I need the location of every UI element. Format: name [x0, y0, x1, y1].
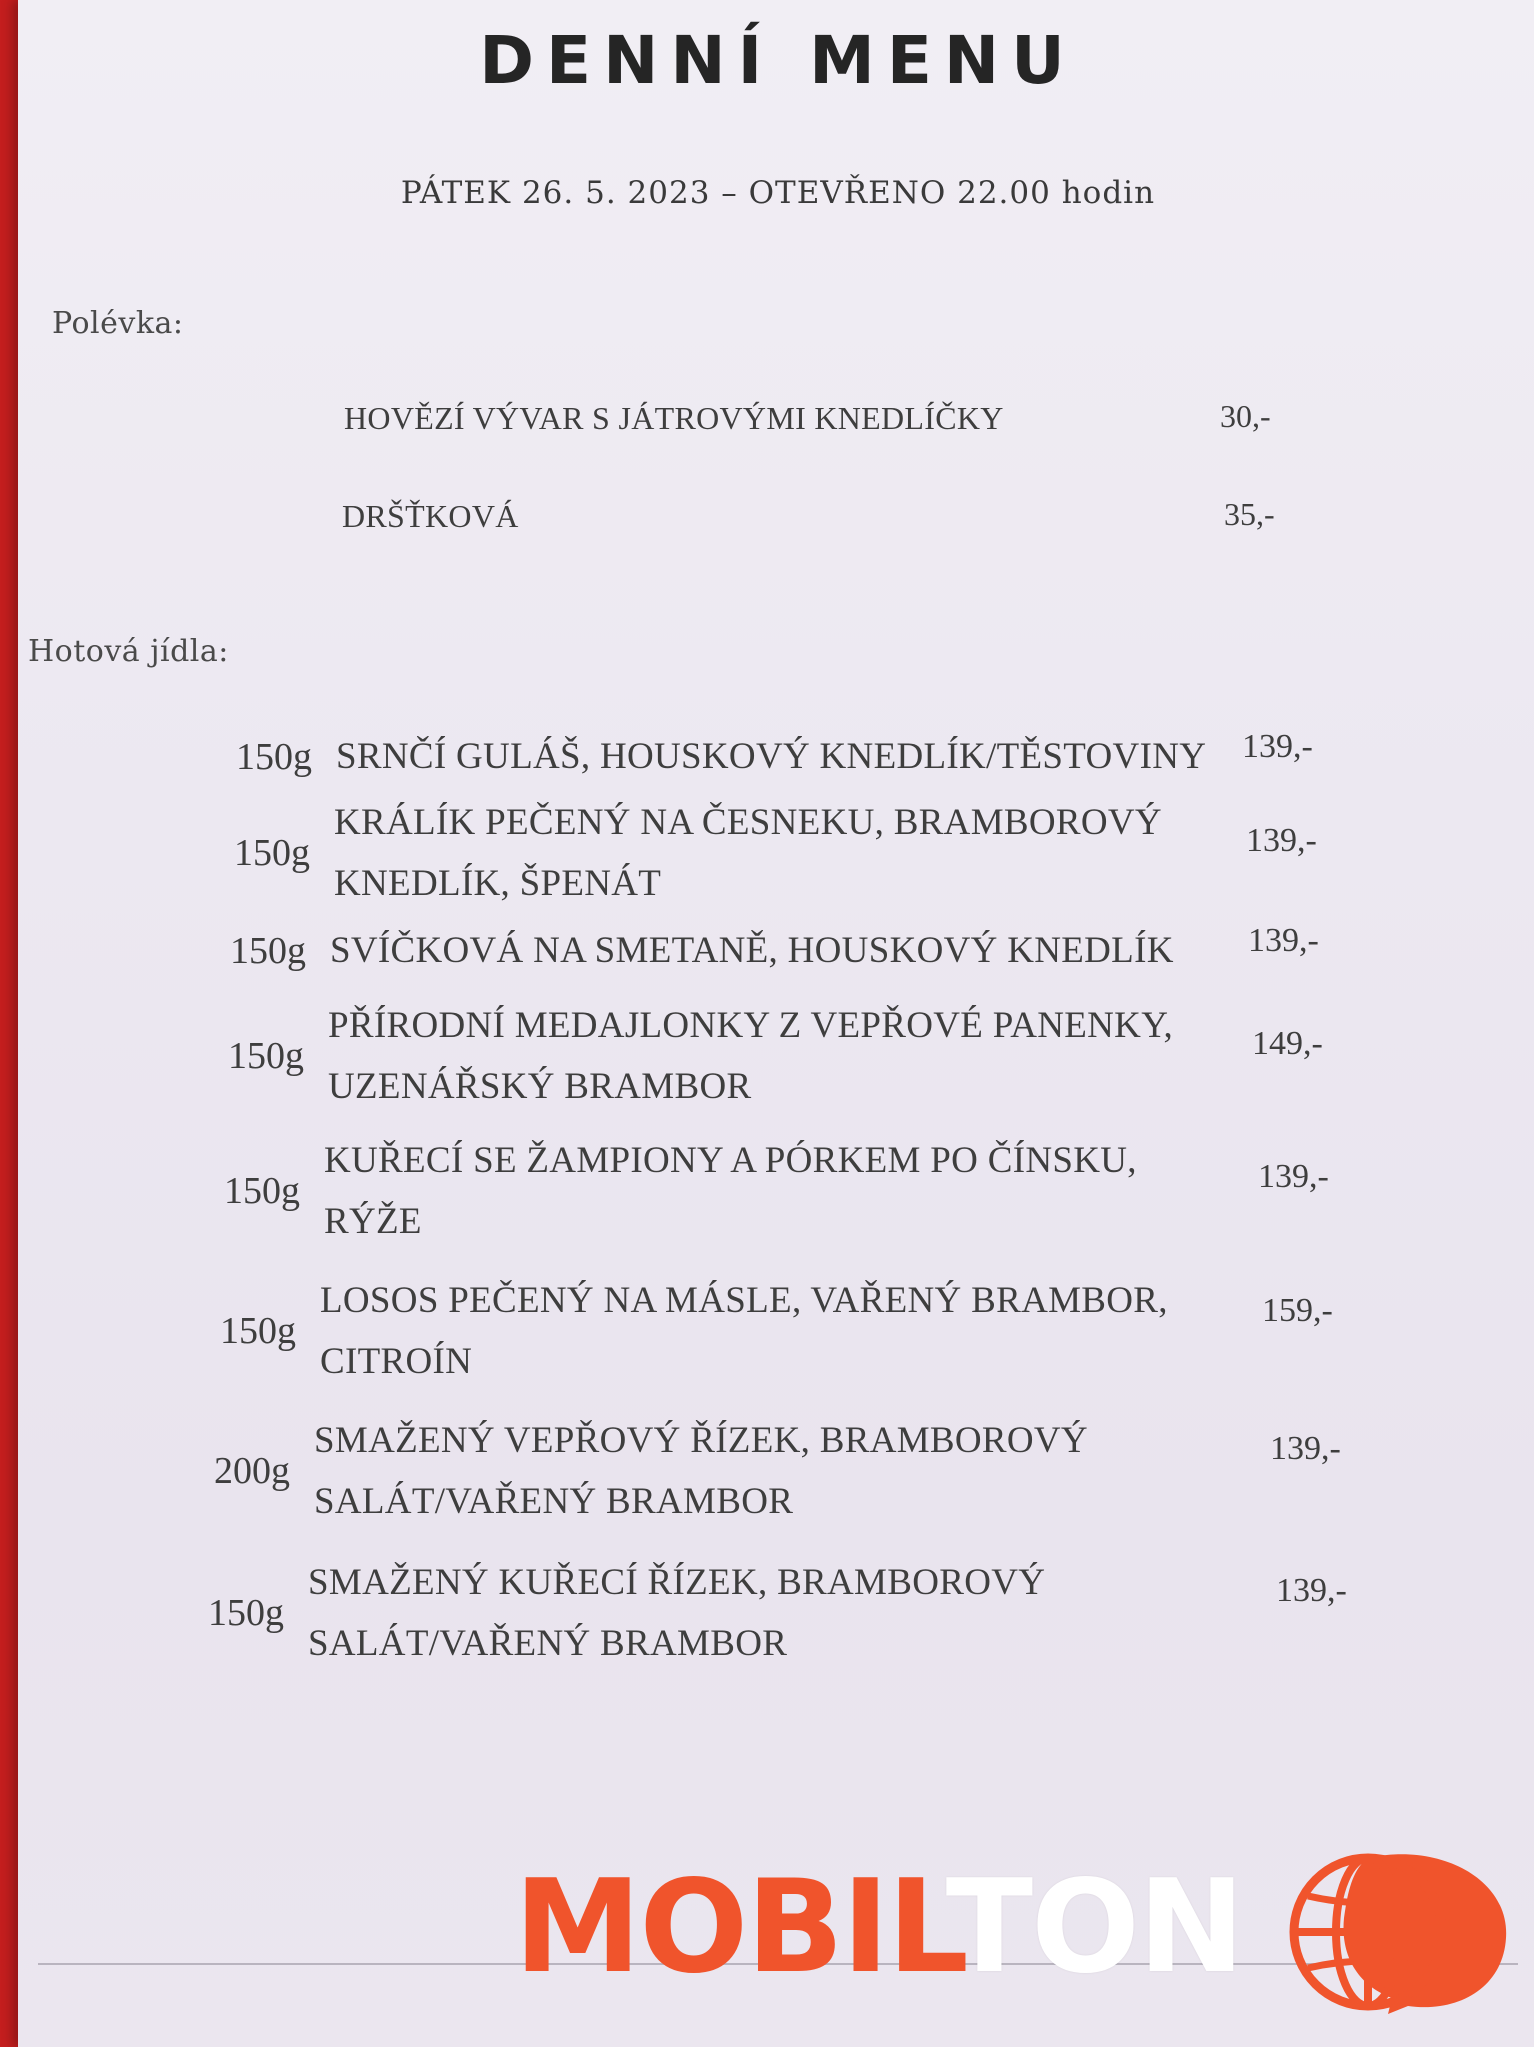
dish-price: 139,-	[1248, 922, 1319, 959]
dish-name: KRÁLÍK PEČENÝ NA ČESNEKU, BRAMBOROVÝ KNEDLÍK, ŠPENÁT	[334, 802, 1162, 904]
dish-weight: 150g	[236, 735, 312, 778]
dish-price: 139,-	[1246, 822, 1317, 859]
dish-name: KUŘECÍ SE ŽAMPIONY A PÓRKEM PO ČÍNSKU, RÝŽE	[324, 1140, 1137, 1242]
dish-weight: 150g	[220, 1310, 296, 1352]
dish-name: SMAŽENÝ VEPŘOVÝ ŘÍZEK, BRAMBOROVÝ SALÁT/VAŘENÝ BRAMBOR	[314, 1420, 1088, 1522]
main-dish-item	[224, 1130, 1329, 1252]
main-dish-item	[234, 792, 1317, 914]
main-dish-item	[230, 920, 1319, 981]
soup-price: 30,-	[1220, 398, 1271, 434]
dish-name: SMAŽENÝ KUŘECÍ ŘÍZEK, BRAMBOROVÝ SALÁT/VAŘENÝ BRAMBOR	[308, 1562, 1046, 1664]
mobilton-logo	[514, 1848, 1243, 2008]
main-dish-item	[228, 995, 1323, 1117]
dish-price: 159,-	[1262, 1292, 1333, 1329]
dish-name: SVÍČKOVÁ NA SMETANĚ, HOUSKOVÝ KNEDLÍK	[330, 930, 1174, 971]
soup-price: 35,-	[1224, 496, 1275, 532]
dish-name: SRNČÍ GULÁŠ, HOUSKOVÝ KNEDLÍK/TĚSTOVINY	[336, 736, 1207, 777]
soup-item	[342, 496, 1275, 536]
main-dish-item	[220, 1270, 1333, 1392]
dish-price: 139,-	[1242, 728, 1313, 765]
dish-price: 139,-	[1276, 1572, 1347, 1609]
menu-sheet	[18, 0, 1534, 2047]
dish-name: PŘÍRODNÍ MEDAJLONKY Z VEPŘOVÉ PANENKY, UZENÁŘSKÝ BRAMBOR	[328, 1005, 1174, 1107]
logo-text-ton: TON	[945, 1853, 1243, 2002]
dish-name: LOSOS PEČENÝ NA MÁSLE, VAŘENÝ BRAMBOR, CITROÍN	[320, 1280, 1168, 1382]
dish-price: 149,-	[1252, 1025, 1323, 1062]
dish-weight: 150g	[230, 929, 306, 972]
main-dish-item	[236, 726, 1313, 787]
soup-section-label: Polévka:	[52, 306, 184, 341]
main-dish-item	[208, 1552, 1347, 1674]
dish-price: 139,-	[1258, 1158, 1329, 1195]
soup-name: DRŠŤKOVÁ	[342, 498, 519, 534]
dish-weight: 200g	[214, 1450, 290, 1492]
dish-weight: 150g	[234, 832, 310, 874]
soup-name: HOVĚZÍ VÝVAR S JÁTROVÝMI KNEDLÍČKY	[344, 400, 1004, 436]
soup-item	[344, 398, 1271, 438]
logo-text-mobil: MOBIL	[514, 1853, 946, 2002]
dish-weight: 150g	[208, 1592, 284, 1634]
main-dish-item	[214, 1410, 1341, 1532]
dish-weight: 150g	[228, 1035, 304, 1077]
globe-speech-bubble-icon	[1288, 1848, 1512, 2016]
dish-weight: 150g	[224, 1170, 300, 1212]
dish-price: 139,-	[1270, 1430, 1341, 1467]
menu-date-hours: PÁTEK 26. 5. 2023 – OTEVŘENO 22.00 hodin	[400, 175, 1156, 211]
mains-section-label: Hotová jídla:	[28, 634, 229, 669]
menu-title: DENNÍ MENU	[479, 22, 1077, 99]
